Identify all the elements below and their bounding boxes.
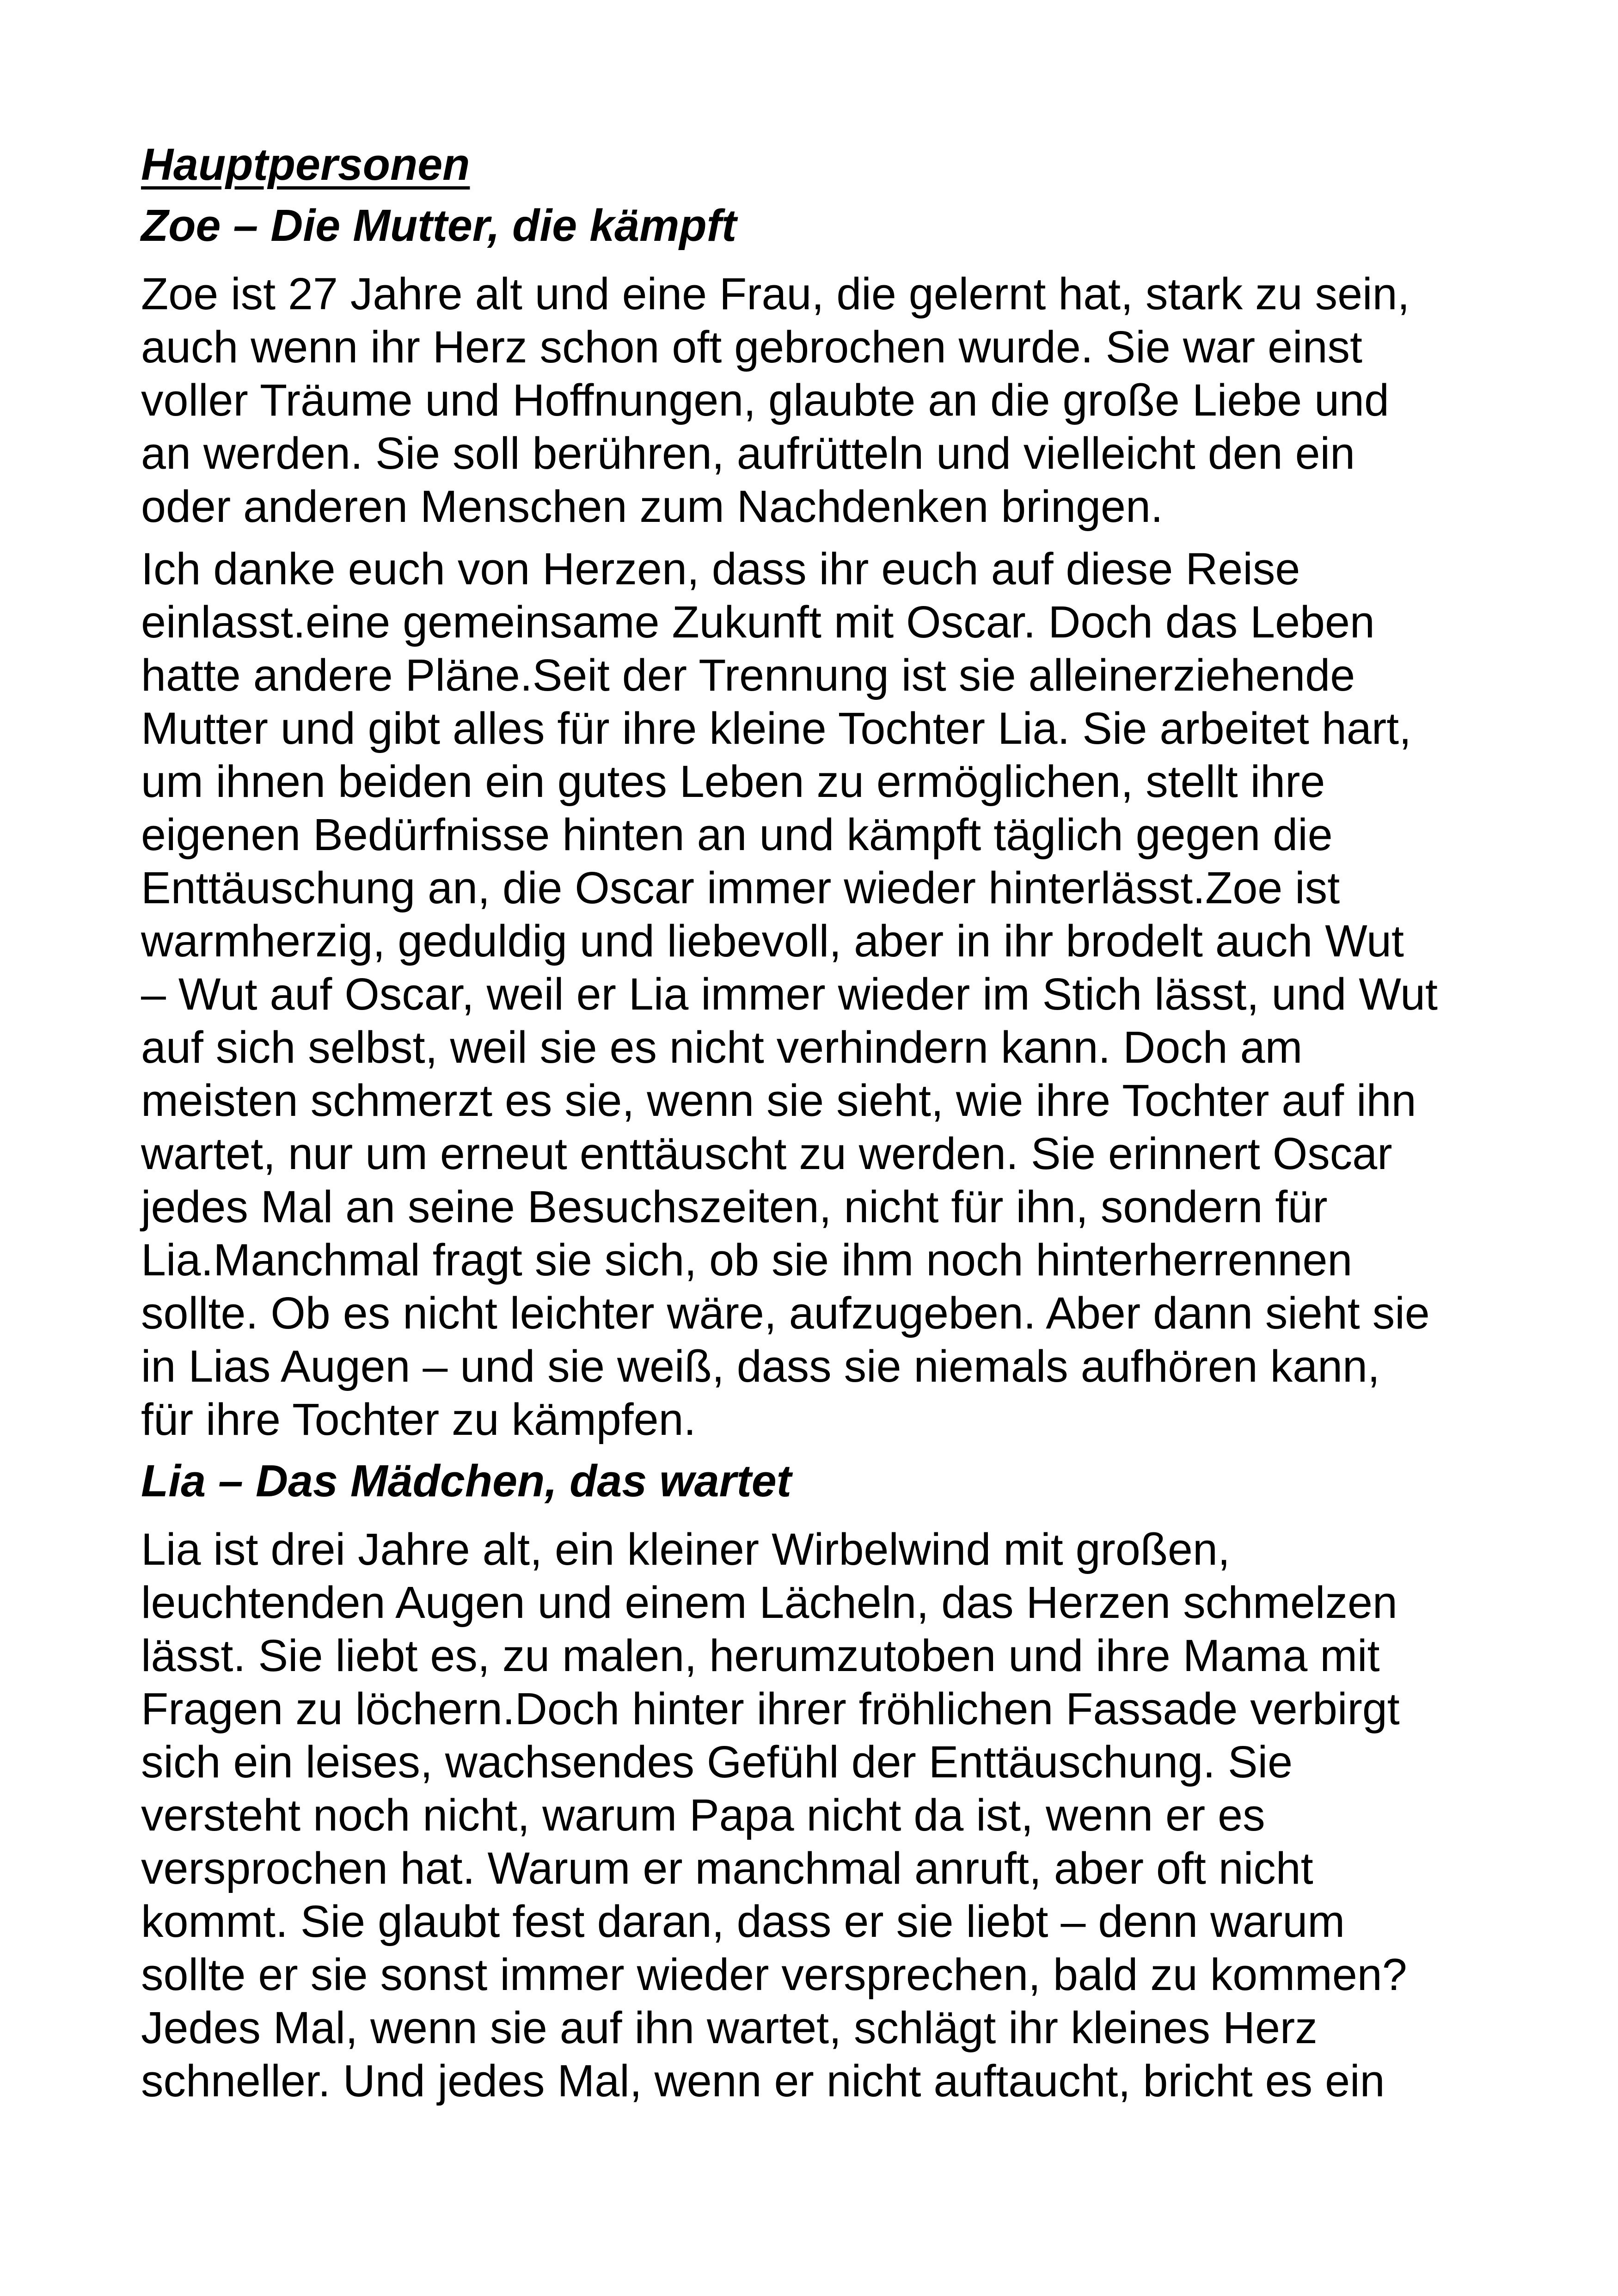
section-heading-lia: Lia – Das Mädchen, das wartet [141, 1456, 791, 1506]
section-lia [141, 1455, 1482, 2107]
page-heading: Hauptpersonen [141, 139, 470, 190]
paragraph-zoe-main: Ich danke euch von Herzen, dass ihr euch auf diese Reise einlasst.eine gemeinsame Zukunft mit Oscar. Doch das Leben hatte andere Pläne.Seit der Trennung ist sie alleinerziehende Mutter und gibt alles für ihre kleine Tochter Lia. Sie arbeitet hart, um ihnen beiden ein gutes Leben zu ermöglichen, stellt ihre eigenen Bedürfnisse hinten an und kämpft täglich gegen die Enttäuschung an, die Oscar immer wieder hinterlässt.Zoe ist warmherzig, geduldig und liebevoll, aber in ihr brodelt auch Wut – Wut auf Oscar, weil er Lia immer wieder im Stich lässt, und Wut auf sich selbst, weil sie es nicht verhindern kann. Doch am meisten schmerzt es sie, wenn sie sieht, wie ihre Tochter auf ihn wartet, nur um erneut enttäuscht zu werden. Sie erinnert Oscar jedes Mal an seine Besuchszeiten, nicht für ihn, sondern für Lia.Manchmal fragt sie sich, ob sie ihm noch hinterherrennen sollte. Ob es nicht leichter wäre, aufzugeben. Aber dann sieht sie in Lias Augen – und sie weiß, dass sie niemals aufhören kann, für ihre Tochter zu kämpfen. [141, 544, 1438, 1445]
section-zoe [141, 200, 1482, 1446]
paragraph-lia-main: Lia ist drei Jahre alt, ein kleiner Wirbelwind mit großen, leuchtenden Augen und einem Lächeln, das Herzen schmelzen lässt. Sie liebt es, zu malen, herumzutoben und ihre Mama mit Fragen zu löchern.Doch hinter ihrer fröhlichen Fassade verbirgt sich ein leises, wachsendes Gefühl der Enttäuschung. Sie versteht noch nicht, warum Papa nicht da ist, wenn er es versprochen hat. Warum er manchmal anruft, aber oft nicht kommt. Sie glaubt fest daran, dass er sie liebt – denn warum sollte er sie sonst immer wieder versprechen, bald zu kommen? Jedes Mal, wenn sie auf ihn wartet, schlägt ihr kleines Herz schneller. Und jedes Mal, wenn er nicht auftaucht, bricht es ein [141, 1524, 1407, 2106]
document-page [141, 139, 1482, 2117]
paragraph-zoe-intro: Zoe ist 27 Jahre alt und eine Frau, die gelernt hat, stark zu sein, auch wenn ihr Herz schon oft gebrochen wurde. Sie war einst voller Träume und Hoffnungen, glaubte an die große Liebe und an werden. Sie soll berühren, aufrütteln und vielleicht den ein oder anderen Menschen zum Nachdenken bringen. [141, 269, 1410, 532]
section-heading-zoe: Zoe – Die Mutter, die kämpft [141, 200, 737, 251]
